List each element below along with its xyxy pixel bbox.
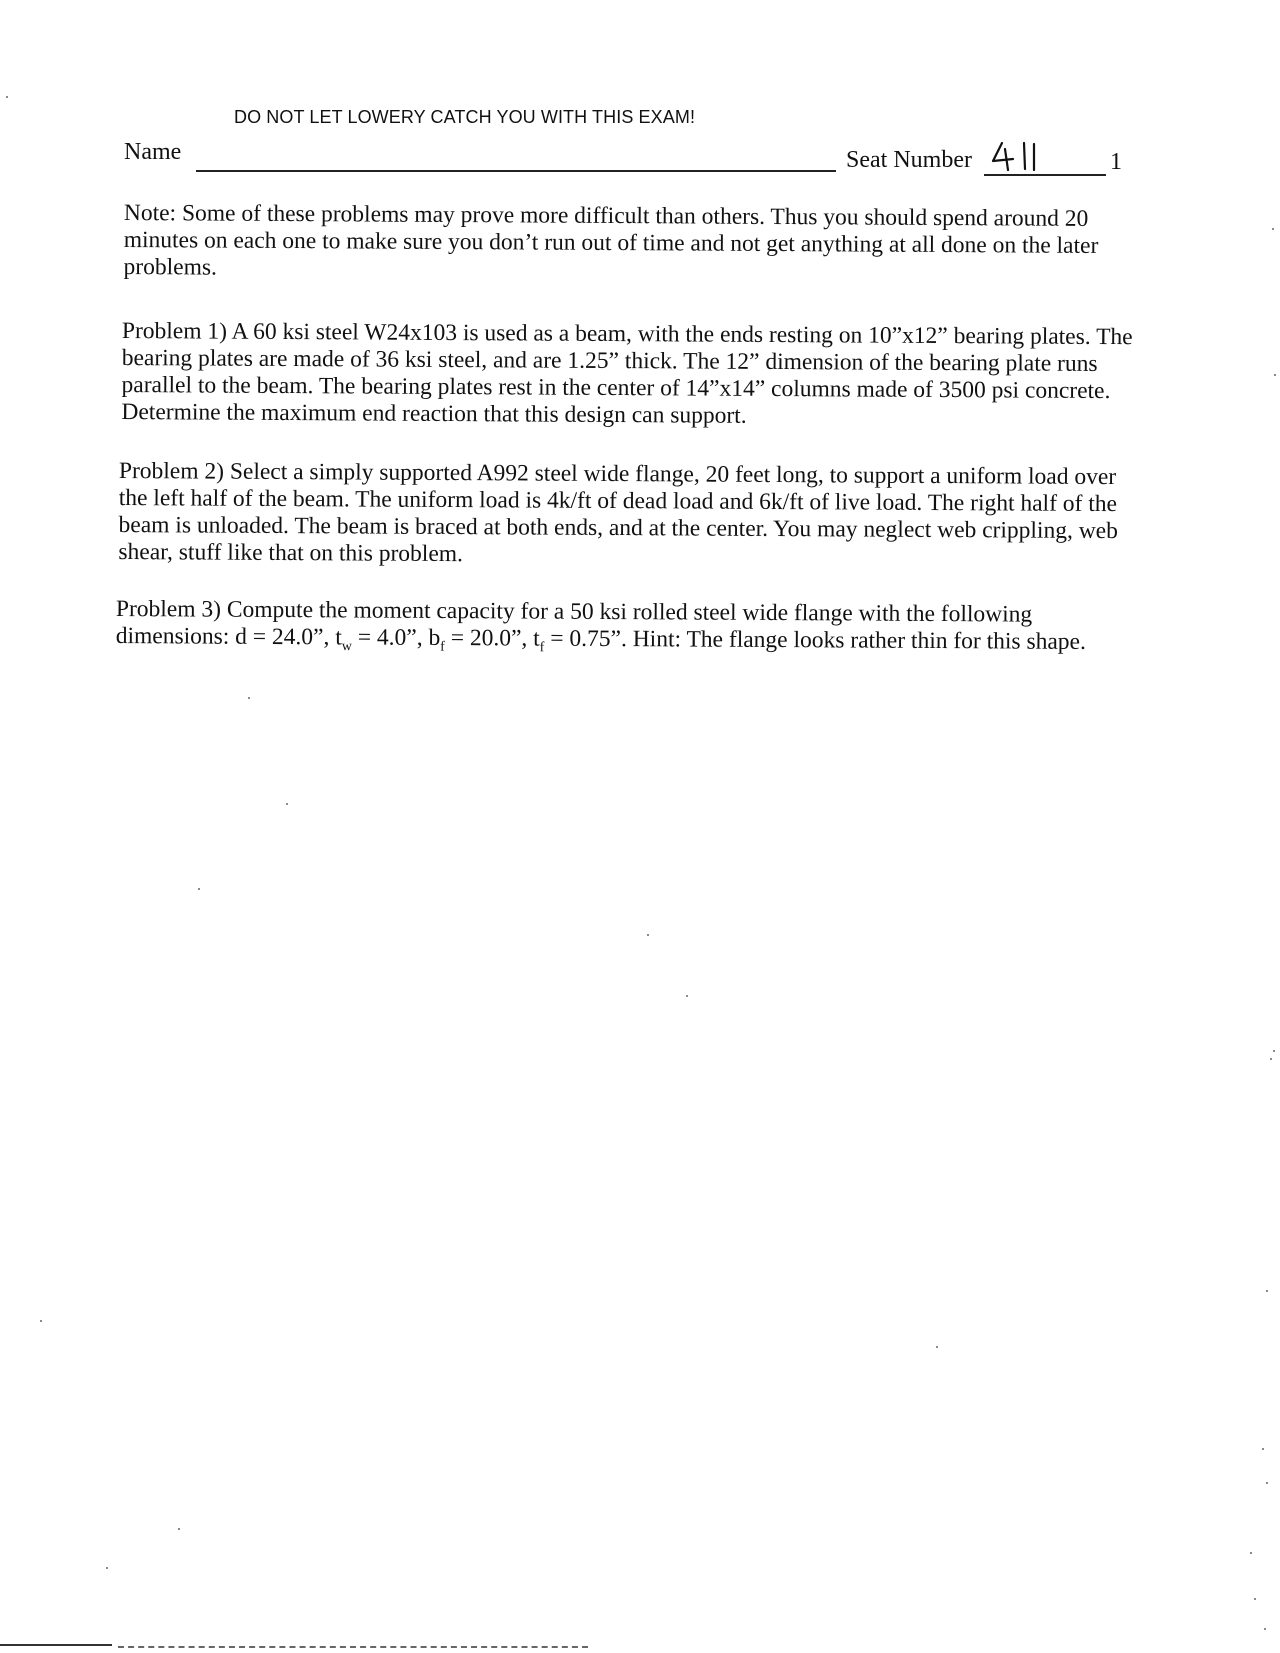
seat-number-handwritten — [988, 135, 1048, 175]
problem-3-intro: Problem 3) Compute the moment capacity for a 50 ksi rolled steel wide flange with the following dimensions: — [115, 596, 1033, 650]
scan-speck — [686, 995, 688, 997]
scan-speck — [40, 1320, 42, 1322]
scan-bottom-edge — [0, 1644, 112, 1646]
problem-3-tw: = 4.0”, b — [351, 624, 441, 651]
problem-3-bf-subscript: f — [440, 639, 445, 655]
header-warning: DO NOT LET LOWERY CATCH YOU WITH THIS EXAM! — [234, 107, 696, 127]
scan-speck — [1273, 1050, 1275, 1052]
scan-speck — [1266, 1482, 1268, 1484]
name-label: Name — [124, 139, 182, 165]
seat-number-label: Seat Number — [846, 147, 972, 173]
scan-speck — [178, 1528, 180, 1530]
scan-speck — [106, 1567, 108, 1569]
scan-speck — [1250, 1552, 1252, 1554]
scan-bottom-dashes — [118, 1646, 588, 1648]
problem-2: Problem 2) Select a simply supported A992 steel wide flange, 20 feet long, to support a uniform load over the left half of the beam. The uniform load is 4k/ft of dead load and 6k/ft of live load. The right half of the beam is unloaded. The beam is braced at both ends, and at the center. You may neglect web crippling, web shear, stuff like that on this problem. — [118, 458, 1118, 568]
scan-speck — [198, 888, 200, 890]
exam-note: Note: Some of these problems may prove more difficult than others. Thus you should spend around 20 minutes on each one to make sure you don’t run out of time and not get anything at all done on the later problems. — [123, 200, 1099, 281]
problem-3-tf: = 0.75”. Hint: The flange looks rather thin for this shape. — [544, 625, 1086, 655]
problem-1: Problem 1) A 60 ksi steel W24x103 is used as a beam, with the ends resting on 10”x12” bearing plates. The bearing plates are made of 36 ksi steel, and are 1.25” thick. The 12” dimension of the bearing plate runs parallel to the beam. The bearing plates rest in the center of 14”x14” columns made of 3500 psi concrete. Determine the maximum end reaction that this design can support. — [121, 318, 1133, 429]
scan-speck — [6, 96, 8, 98]
name-field-line[interactable] — [196, 170, 836, 172]
scan-speck — [1254, 1598, 1256, 1600]
scan-speck — [1266, 1290, 1268, 1292]
page-number: 1 — [1110, 149, 1122, 175]
scan-speck — [1264, 1628, 1266, 1630]
scan-speck — [936, 1346, 938, 1348]
problem-3-tf-subscript: f — [539, 640, 545, 656]
scan-speck — [1270, 1058, 1272, 1060]
scan-speck — [286, 803, 288, 805]
problem-3 — [116, 596, 1136, 656]
scan-speck — [647, 934, 649, 936]
scan-speck — [1274, 374, 1276, 376]
scan-speck — [1272, 228, 1274, 230]
scan-speck — [248, 697, 250, 699]
scan-speck — [1262, 1448, 1264, 1450]
name-seat-row — [124, 139, 1124, 183]
problem-3-d: d = 24.0”, t — [235, 623, 342, 651]
problem-3-bf: = 20.0”, t — [444, 625, 540, 652]
problem-3-tw-subscript: w — [341, 639, 352, 655]
